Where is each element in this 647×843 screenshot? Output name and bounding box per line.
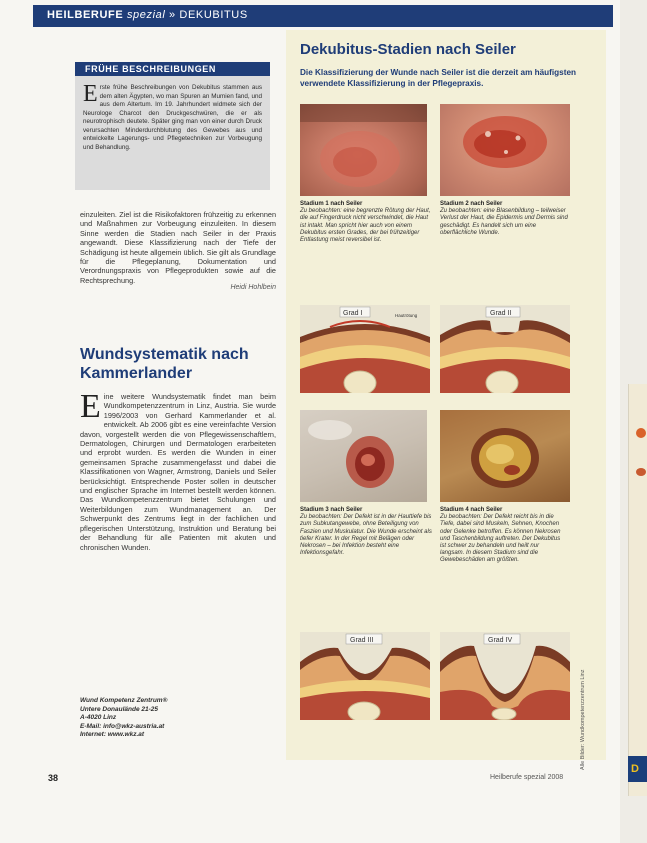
stage-2-caption: [440, 201, 570, 237]
stage-3-caption: [300, 507, 435, 557]
author-credit: Heidi Hohlbein: [230, 284, 276, 292]
stage-1-text: Zu beobachten: eine begrenzte Rötung der Haut, die auf Fingerdruck nicht verschwindet, die Haut ist intakt. Man spricht hier auch von einem Dekubitus ersten Grades, der bei frühzeitiger Entlastung meist reversibel ist.: [300, 208, 431, 244]
stage-2-text: Zu beobachten: eine Blasenbildung – teilweiser Verlust der Haut, die Epidermis und Dermis sind geschädigt. Es handelt sich um eine oberflächliche Wunde.: [440, 208, 568, 236]
stage-3-grade-label: Grad III: [350, 637, 374, 644]
contact-line: A-4020 Linz: [80, 714, 117, 722]
stage-2-photo: [440, 104, 570, 196]
header-topic: DEKUBITUS: [179, 9, 248, 21]
panel-subtitle: Die Klassifizierung der Wunde nach Seiler ist die derzeit am häufigsten verwendete Klassifizierung in der Pflegepraxis.: [300, 68, 577, 88]
contact-email: E-Mail: info@wkz-austria.at: [80, 722, 165, 730]
page-number: 38: [48, 773, 59, 783]
stage-3-title: Stadium 3 nach Seiler: [300, 507, 363, 513]
stage-4-photo-detail: [440, 410, 570, 502]
section-header: [33, 5, 613, 27]
adjacent-page-panel: [628, 384, 647, 796]
stage-3-text: Zu beobachten: Der Defekt ist in der Hauttiefe bis zum Subkutangewebe, ohne Beteiligung von Faszien und Muskulatur. Die Wunde erscheint als tiefer Krater. In der Regel mit Belägen oder Nekrosen – bei Infektion besteht eine Infektionsgefahr.: [300, 514, 432, 557]
stage-2-grade-label: Grad II: [490, 310, 512, 317]
stage-4-diagram: [440, 632, 570, 720]
contact-line: Untere Donaulände 21-25: [80, 705, 159, 713]
photo-credit: [570, 560, 586, 770]
early-descriptions-box-title: FRÜHE BESCHREIBUNGEN: [75, 62, 270, 76]
stage-4-photo: [440, 410, 570, 502]
stage-3-diagram: [300, 632, 430, 720]
early-descriptions-box: [75, 76, 270, 190]
stage-4-grade-label: Grad IV: [488, 637, 513, 644]
header-separator: »: [169, 9, 176, 21]
stage-2-title: Stadium 2 nach Seiler: [440, 201, 503, 207]
adjacent-page-edge: [620, 0, 647, 843]
box-drop-cap: E: [83, 81, 98, 107]
contact-line: Wund Kompetenz Zentrum®: [80, 697, 168, 704]
article-heading: Wundsystematik nach Kammerlander: [80, 346, 249, 382]
stage-3-photo-detail: [300, 410, 427, 502]
body-drop-cap: E: [80, 388, 101, 425]
panel-title: Dekubitus-Stadien nach Seiler: [300, 41, 516, 58]
stage-3-photo: [300, 410, 427, 502]
stage-1-annotation: Hautrötung: [395, 313, 418, 318]
article-body: [80, 388, 276, 552]
stage-2-photo-detail: [440, 104, 570, 196]
stage-1-title: Stadium 1 nach Seiler: [300, 201, 363, 207]
header-special: spezial: [126, 9, 166, 21]
adjacent-page-graphic: [636, 468, 646, 476]
adjacent-page-graphic: [636, 428, 646, 438]
stage-1-photo: [300, 104, 427, 196]
stage-4-title: Stadium 4 nach Seiler: [440, 507, 503, 513]
stage-1-diagram: [300, 305, 430, 393]
adjacent-page-tab: D: [628, 756, 647, 782]
body-paragraph: ine weitere Wundsystematik findet man beim Wundkompetenzzentrum in Linz, Austria. Sie wurde 1996/2003 von Gerhard Kammerlander et al. entwickelt. Ab 2006 gibt es eine vereinfachte Version davon, vorgestellt werden die von Pflegewissenschaftlern, Dermatologen, Chirurgen und Dermatologen erarbeiteten und erprobt wurden. Es werden die Wunden in einer gemeinsamen Sprache zusammengefasst und dabei die Klassifikationen von Wagner, Armstrong, Daniels und Seiler berücksichtigt. Entsprechende Poster sollen in deutscher und englischer Sprache im Internet bestellt werden können. Das Wundkompetenzzentrum bietet Schulungen und Weiterbildungen zum Wundmanagement an. Der Schwerpunkt des Zentrums liegt in der fachlichen und pflegerischen Unterstützung, Instruktion und Beratung bei der Behandlung für alle Patienten mit akuten und chronischen Wunden.: [80, 392, 276, 552]
stage-2-diagram: [440, 305, 570, 393]
stage-1-photo-detail: [300, 104, 427, 196]
photo-credit-text: Alle Bilder: Wundkompetenzzentrum Linz: [580, 669, 586, 770]
article-continued-text: [80, 210, 276, 293]
stage-4-text: Zu beobachten: Der Defekt reicht bis in die Tiefe, dabei sind Muskeln, Sehnen, Knochen oder Gelenke betroffen. Es können Nekrosen und Taschenbildung auftreten. Der Dekubitus ist schwer zu behandeln und heilt nur langsam. In diesem Stadium sind die Gewebeschäden am größten.: [440, 514, 561, 564]
footer-issue: Heilberufe spezial 2008: [490, 774, 564, 781]
header-category: HEILBERUFE: [47, 9, 124, 21]
stage-1-grade-label: Grad I: [343, 310, 363, 317]
box-text: rste frühe Beschreibungen von Dekubitus stammen aus dem alten Ägypten, wo man Spuren an Mumien fand, und aus dem Altertum. Im 19. Jahrhundert widmete sich der Neurologe Charcot den Druckgeschwüren, die er als neurotrophisch deutete. Später ging man von einer durch Druck verursachten Minderdurchblutung des Gewebes aus und entwickelte Lagerungs- und Pflegetechniken zur Vorbeugung und Behandlung.: [83, 84, 262, 151]
stage-1-caption: [300, 201, 435, 244]
contact-website: Internet: www.wkz.at: [80, 731, 145, 739]
stage-4-caption: [440, 507, 565, 565]
contact-block: [80, 697, 276, 740]
header-text: [47, 9, 248, 21]
continued-paragraph: einzuleiten. Ziel ist die Risikofaktoren frühzeitig zu erkennen und Maßnahmen zur Vorbeugung einzuleiten. In diesem Sinne werden die Stadien nach Seiler in der Praxis angewandt. Diese Klassifizierung nach der Tiefe der Schädigung ist heute allgemein üblich. Sie gilt als Grundlage für die Pflegeplanung, Dokumentation und Verordnungspraxis von Pflegeprodukten sowie auf die Rechtsprechung.: [80, 210, 276, 285]
